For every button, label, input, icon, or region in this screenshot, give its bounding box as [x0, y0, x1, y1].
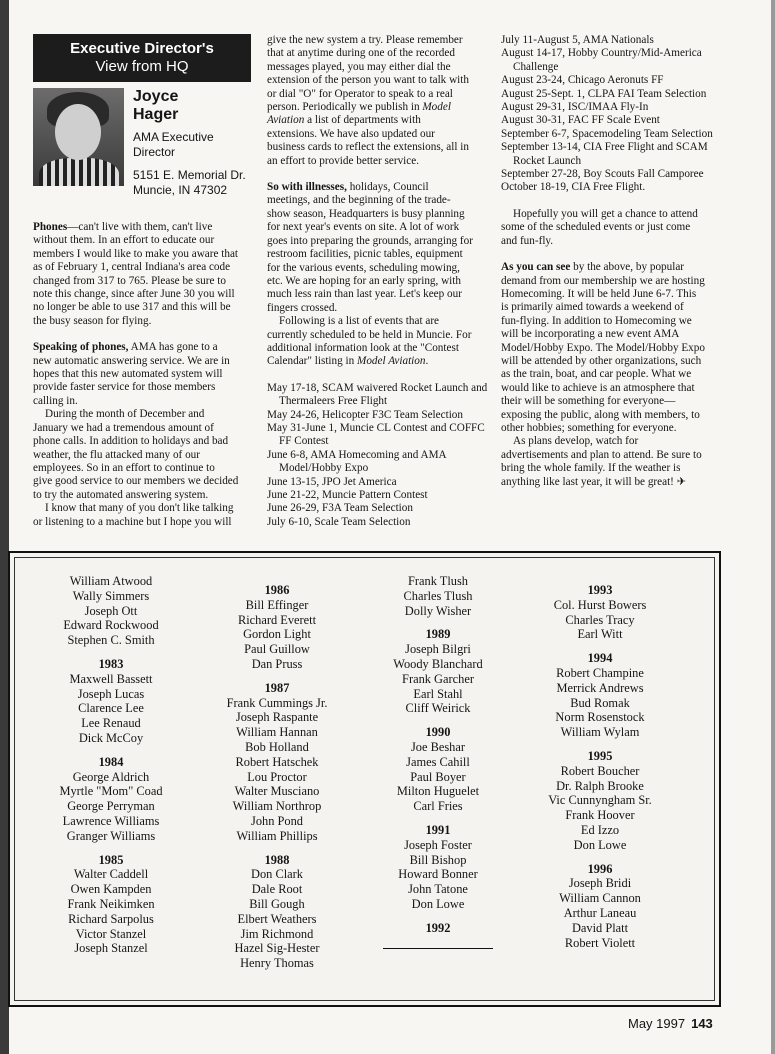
roster-name: David Platt — [571, 920, 629, 935]
roster-name: Vic Cunnyngham Sr. — [548, 793, 652, 808]
event-item: June 13-15, JPO Jet America — [267, 475, 397, 488]
column-header — [33, 34, 251, 82]
roster-name: Norm Rosenstock — [555, 710, 645, 725]
roster-column-4 — [515, 574, 685, 950]
roster-name: Charles Tracy — [565, 612, 635, 627]
roster-name: Woody Blanchard — [393, 656, 483, 671]
roster-name: Paul Boyer — [410, 769, 466, 784]
roster-name: John Tatone — [408, 882, 468, 897]
roster-name: Stephen C. Smith — [67, 633, 155, 648]
roster-year: 1985 — [98, 852, 124, 867]
roster-name: William Hannan — [236, 725, 318, 740]
event-item: May 31-June 1, Muncie CL Contest and COFFC FF Contest — [267, 421, 485, 448]
event-item: August 29-31, ISC/IMAA Fly-In — [501, 101, 649, 114]
author-info — [133, 88, 263, 198]
roster-name: Dr. Ralph Brooke — [556, 778, 644, 793]
roster-rule — [383, 948, 493, 949]
event-list-1 — [267, 382, 499, 529]
roster-name: Carl Fries — [413, 799, 463, 814]
event-item: September 6-7, Spacemodeling Team Selection — [501, 127, 713, 140]
roster-name: Dick McCoy — [78, 730, 144, 745]
roster-name: Col. Hurst Bowers — [553, 597, 647, 612]
roster-name: Milton Huguelet — [396, 784, 480, 799]
roster-name: John Pond — [251, 813, 303, 828]
author-last-name: Hager — [133, 106, 179, 123]
header-line1: Executive Director's — [70, 40, 214, 57]
event-item: May 17-18, SCAM waivered Rocket Launch and Thermaleers Free Flight — [267, 381, 488, 408]
event-item: May 24-26, Helicopter F3C Team Selection — [267, 408, 463, 421]
honoree-roster — [8, 551, 721, 1007]
roster-name: Dan Pruss — [251, 656, 303, 671]
roster-name: Richard Everett — [237, 612, 317, 627]
event-item: September 13-14, CIA Free Flight and SCAM Rocket Launch — [501, 141, 708, 167]
roster-name: Granger Williams — [66, 828, 156, 843]
roster-name: Elbert Weathers — [237, 911, 317, 926]
paragraph-december: During the month of December and January we had a tremendous amount of phone calls. In addition to holidays and bad weather, the flu attacked many of our employees. So in an effort to continue to give good service to our members we decided to try the automated answering system. — [33, 408, 239, 501]
roster-name: Don Clark — [251, 867, 303, 882]
roster-name: Jim Richmond — [240, 926, 314, 941]
roster-name: Bill Gough — [249, 896, 305, 911]
roster-name: William Northrop — [232, 799, 322, 814]
roster-name: Gordon Light — [243, 627, 311, 642]
paragraph-as-you-can-see: As you can see by the above, by popular demand from our membership we are hosting Homecoming. It will be held June 6-7. This is primarily aimed towards a weekend of fun-flying. In addition to Homecoming we will be incorporating a new event AMA Model/Hobby Expo. The Model/Hobby Expo will be attended by other organizations, such as the train, boat, and car people. What we would like to achieve is an atmosphere that their will be something for everyone— exposing the public, along with members, to other hobbies; something for everyone. — [501, 261, 705, 434]
roster-name: William Atwood — [69, 574, 153, 588]
author-address: 5151 E. Memorial Dr. Muncie, IN 47302 — [133, 168, 246, 197]
roster-year: 1984 — [98, 754, 124, 769]
paragraph-following: Following is a list of events that are currently scheduled to be held in Muncie. For additional information look at the "Contest Calendar" listing in Model Aviation. — [267, 315, 472, 368]
paragraph-phones: Phones—can't live with them, can't live without them. In an effort to educate our members I would like to make you aware that as of February 1, central Indiana's area code changed from 317 to 765. Please be sure to note this change, since after June 30 you will no longer be able to use 317 and this will be the busy season for flying. — [33, 221, 239, 327]
paragraph-hopefully: Hopefully you will get a chance to attend some of the scheduled events or just come and fun-fly. — [501, 207, 698, 247]
roster-name: Joseph Foster — [404, 837, 472, 852]
roster-name: Joseph Raspante — [235, 710, 319, 725]
roster-name: Wally Simmers — [72, 588, 150, 603]
roster-name: Ed Izzo — [580, 822, 620, 837]
issue-date: May 1997 — [628, 1016, 686, 1031]
roster-year: 1988 — [264, 852, 290, 867]
paragraph-new-system: give the new system a try. Please remember that at anytime during one of the recorded messages played, you may either dial the extension of the person you want to talk with or dial "O" for Operator to speak to a real person. Periodically we publish in Model Aviation a list of departments with extensions. We have also updated our business cards to reflect the extensions, all in an effort to provide better service. — [267, 34, 469, 167]
roster-name: Earl Stahl — [413, 686, 463, 701]
roster-name: William Wylam — [560, 725, 640, 740]
roster-name: Hazel Sig-Hester — [234, 941, 320, 956]
roster-name: Frank Tlush — [407, 574, 468, 588]
event-list-2 — [501, 34, 719, 195]
roster-name: Dolly Wisher — [404, 603, 472, 618]
roster-name: Walter Musciano — [234, 784, 320, 799]
roster-name: Dale Root — [251, 882, 303, 897]
author-first-name: Joyce — [133, 88, 179, 105]
roster-year: 1983 — [98, 656, 124, 671]
roster-name: Joe Beshar — [410, 739, 466, 754]
roster-year: 1992 — [425, 920, 451, 935]
roster-name: Robert Boucher — [560, 763, 640, 778]
roster-name: Walter Caddell — [73, 867, 149, 882]
roster-name: Lee Renaud — [81, 716, 141, 731]
roster-name: Don Lowe — [411, 896, 465, 911]
roster-year: 1995 — [587, 748, 613, 763]
roster-column-2 — [192, 574, 362, 971]
roster-name: Lawrence Williams — [62, 813, 160, 828]
event-item: August 23-24, Chicago Aeronuts FF — [501, 74, 664, 87]
event-item: October 18-19, CIA Free Flight. — [501, 181, 646, 194]
roster-name: Frank Cummings Jr. — [226, 695, 328, 710]
text-column-1 — [33, 221, 263, 529]
paragraph-plans: As plans develop, watch for advertisements and plan to attend. Be sure to bring the whole family. If the weather is anything like last year, it will be great! ✈ — [501, 435, 702, 488]
roster-name: Frank Garcher — [402, 671, 474, 686]
paragraph-speaking-of-phones: Speaking of phones, AMA has gone to a new automatic answering service. We are in hopes that this new automated system will provide faster service for those members calling in. — [33, 341, 230, 407]
roster-column-3 — [353, 574, 523, 949]
event-item: July 6-10, Scale Team Selection — [267, 515, 411, 528]
event-item: August 14-17, Hobby Country/Mid-America Challenge — [501, 47, 702, 73]
author-title: AMA Executive Director — [133, 130, 214, 159]
roster-name: Cliff Weirick — [405, 701, 471, 716]
text-column-2 — [267, 34, 499, 529]
roster-name: Paul Guillow — [244, 642, 310, 657]
roster-name: Clarence Lee — [78, 701, 144, 716]
roster-name: Robert Violett — [564, 935, 636, 950]
roster-name: Arthur Laneau — [563, 905, 637, 920]
roster-name: Richard Sarpolus — [68, 911, 154, 926]
roster-year: 1986 — [264, 583, 290, 597]
roster-name: Charles Tlush — [403, 588, 473, 603]
roster-name: William Phillips — [236, 828, 318, 843]
roster-name: Don Lowe — [573, 837, 627, 852]
event-item: July 11-August 5, AMA Nationals — [501, 34, 654, 46]
roster-name: Frank Neikimken — [67, 896, 155, 911]
roster-name: George Aldrich — [72, 769, 150, 784]
event-item: June 6-8, AMA Homecoming and AMA Model/Hobby Expo — [267, 448, 446, 475]
roster-name: Owen Kampden — [70, 882, 152, 897]
text-column-3 — [501, 34, 719, 489]
roster-name: Robert Champine — [556, 665, 644, 680]
roster-name: Bill Effinger — [245, 597, 309, 612]
event-item: August 30-31, FAC FF Scale Event — [501, 114, 660, 127]
roster-name: Frank Hoover — [565, 808, 635, 823]
roster-column-1 — [26, 574, 196, 956]
roster-name: George Perryman — [67, 799, 155, 814]
event-item: June 21-22, Muncie Pattern Contest — [267, 489, 428, 501]
roster-name: Joseph Bilgri — [405, 642, 471, 657]
roster-name: Lou Proctor — [247, 769, 307, 784]
roster-name: Howard Bonner — [398, 867, 478, 882]
roster-name: Robert Hatschek — [235, 754, 319, 769]
roster-year: 1994 — [587, 651, 613, 666]
roster-year: 1996 — [587, 861, 613, 876]
roster-name: Bud Romak — [570, 695, 630, 710]
event-item: September 27-28, Boy Scouts Fall Camporee — [501, 168, 704, 181]
author-photo — [33, 88, 124, 186]
roster-name: Maxwell Bassett — [69, 671, 153, 686]
roster-name: Bill Bishop — [409, 852, 467, 867]
roster-name: Joseph Ott — [84, 603, 138, 618]
roster-name: Earl Witt — [577, 627, 623, 642]
event-item: August 25-Sept. 1, CLPA FAI Team Selection — [501, 87, 707, 100]
roster-name: Merrick Andrews — [556, 680, 644, 695]
page-footer — [628, 1016, 713, 1031]
roster-year: 1990 — [425, 725, 451, 740]
roster-name: James Cahill — [406, 754, 470, 769]
roster-year: 1991 — [425, 822, 451, 837]
paragraph-machine: I know that many of you don't like talking or listening to a machine but I hope you will — [33, 502, 234, 528]
roster-year: 1989 — [425, 627, 451, 642]
roster-year: 1993 — [587, 583, 613, 597]
roster-name: Myrtle "Mom" Coad — [59, 784, 163, 799]
event-item: June 26-29, F3A Team Selection — [267, 502, 413, 515]
roster-name: Edward Rockwood — [63, 618, 159, 633]
roster-name: Joseph Stanzel — [74, 941, 148, 956]
roster-year: 1987 — [264, 680, 290, 695]
roster-name: William Cannon — [559, 891, 641, 906]
roster-name: Bob Holland — [245, 739, 309, 754]
roster-name: Victor Stanzel — [75, 926, 147, 941]
roster-name: Joseph Lucas — [77, 686, 145, 701]
roster-name: Henry Thomas — [240, 956, 314, 971]
paragraph-illnesses: So with illnesses, holidays, Council meetings, and the beginning of the trade- show season, Headquarters is busy planning for next year's events on site. A lot of work goes into preparing the grounds, arranging for restroom facilities, picnic tables, equipment for the various events, scheduling mowing, etc. We are hoping for an early spring, with much less rain than last year. Let's keep our fingers crossed. — [267, 181, 473, 314]
page-number: 143 — [691, 1016, 713, 1031]
page-edge-shadow-right — [771, 0, 775, 1054]
header-line2: View from HQ — [95, 58, 189, 75]
roster-name: Joseph Bridi — [568, 876, 632, 891]
